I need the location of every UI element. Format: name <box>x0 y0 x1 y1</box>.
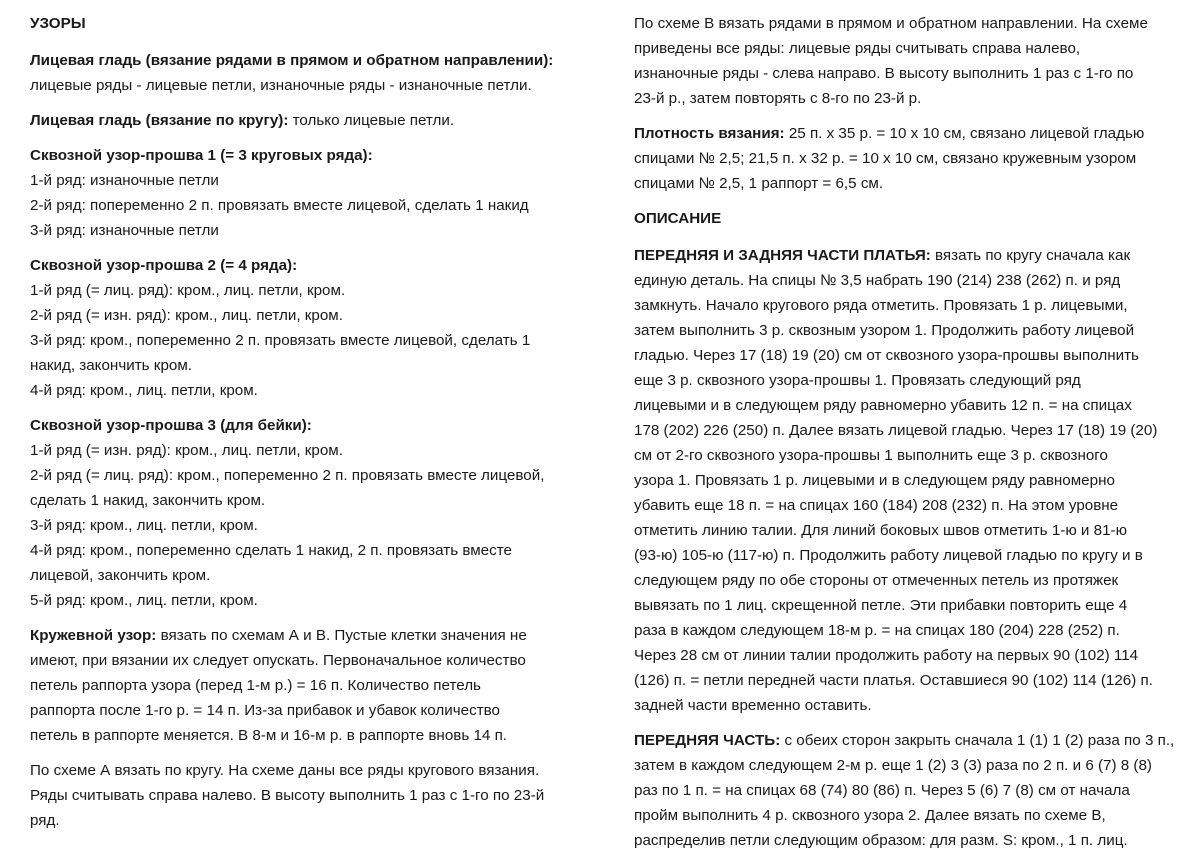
stockinette-round-title: Лицевая гладь (вязание по кругу): <box>30 112 289 129</box>
left-column <box>30 0 600 843</box>
front-back-line: (126) п. = петли передней части платья. Оставшиеся 90 (102) 114 (126) п. <box>634 672 1153 689</box>
lace-line: раппорта после 1-го р. = 14 п. Из-за прибавок и убавок количество <box>30 702 500 719</box>
eyelet-pattern-1-block <box>30 143 600 243</box>
lace-pattern-block <box>30 623 600 748</box>
front-back-line: единую деталь. На спицы № 3,5 набрать 190 (214) 238 (262) п. и ряд <box>634 272 1121 289</box>
front-back-line: узора 1. Провязать 1 р. лицевыми и в следующем ряду равномерно <box>634 472 1115 489</box>
front-back-line: убавить еще 18 п. = на спицах 160 (184) 208 (232) п. На этом уровне <box>634 497 1119 514</box>
eyelet-2-line: 1-й ряд (= лиц. ряд): кром., лиц. петли, кром. <box>30 282 346 299</box>
front-part-block <box>634 728 1186 853</box>
front-back-line: 178 (202) 226 (250) п. Далее вязать лицевой гладью. Через 17 (18) 19 (20) <box>634 422 1158 439</box>
gauge-line: спицами № 2,5, 1 раппорт = 6,5 см. <box>634 175 884 192</box>
gauge-line: спицами № 2,5; 21,5 п. х 32 р. = 10 х 10 см, связано кружевным узором <box>634 150 1137 167</box>
lace-line: петель раппорта узора (перед 1-м р.) = 16 п. Количество петель <box>30 677 481 694</box>
scheme-b-line: По схеме В вязать рядами в прямом и обратном направлении. На схеме <box>634 15 1148 32</box>
front-back-line: лицевыми и в следующем ряду равномерно убавить 12 п. = на спицах <box>634 397 1132 414</box>
front-back-line: (93-ю) 105-ю (117-ю) п. Продолжить работу лицевой гладью по кругу и в <box>634 547 1143 564</box>
front-back-line: затем выполнить 3 р. сквозным узором 1. Продолжить работу лицевой <box>634 322 1135 339</box>
front-back-line: отметить линию талии. Для линий боковых швов отметить 1-ю и 81-ю <box>634 522 1127 539</box>
front-back-line: замкнуть. Начало кругового ряда отметить. Провязать 1 р. лицевыми, <box>634 297 1128 314</box>
eyelet-2-line: накид, закончить кром. <box>30 357 193 374</box>
scheme-b-line: приведены все ряды: лицевые ряды считывать справа налево, <box>634 40 1081 57</box>
eyelet-3-line: лицевой, закончить кром. <box>30 567 211 584</box>
eyelet-3-line: сделать 1 накид, закончить кром. <box>30 492 266 509</box>
stockinette-round-text: только лицевые петли. <box>288 112 455 129</box>
gauge-text: 25 п. х 35 р. = 10 х 10 см, связано лицевой гладью <box>784 125 1145 142</box>
front-back-line: раза в каждом следующем 18-м р. = на спицах 180 (204) 228 (252) п. <box>634 622 1120 639</box>
scheme-a-line: Ряды считывать справа налево. В высоту выполнить 1 раз с 1-го по 23-й <box>30 787 545 804</box>
right-column <box>634 0 1186 863</box>
front-back-title: ПЕРЕДНЯЯ И ЗАДНЯЯ ЧАСТИ ПЛАТЬЯ: <box>634 247 931 264</box>
stockinette-round-block <box>30 108 600 133</box>
eyelet-1-row-1: 1-й ряд: изнаночные петли <box>30 172 219 189</box>
front-back-line: следующем ряду по обе стороны от отмеченных петель из протяжек <box>634 572 1119 589</box>
lace-pattern-text: вязать по схемам А и В. Пустые клетки значения не <box>156 627 527 644</box>
front-part-line: пройм выполнить 4 р. сквозного узора 2. Далее вязать по схеме В, <box>634 807 1106 824</box>
eyelet-3-line: 2-й ряд (= лиц. ряд): кром., попеременно 2 п. провязать вместе лицевой, <box>30 467 545 484</box>
front-back-line: задней части временно оставить. <box>634 697 872 714</box>
front-back-line: гладью. Через 17 (18) 19 (20) см от сквозного узора-прошвы выполнить <box>634 347 1139 364</box>
front-back-line: см от 2-го сквозного узора-прошвы 1 выполнить еще 3 р. сквозного <box>634 447 1108 464</box>
front-part-line: раз по 1 п. = на спицах 68 (74) 80 (86) п. Через 5 (6) 7 (8) см от начала <box>634 782 1130 799</box>
section-heading-patterns: УЗОРЫ <box>30 15 86 32</box>
scheme-a-line: По схеме А вязать по кругу. На схеме даны все ряды кругового вязания. <box>30 762 540 779</box>
front-part-line: распределив петли следующим образом: для разм. S: кром., 1 п. лиц. <box>634 832 1128 849</box>
lace-pattern-title: Кружевной узор: <box>30 627 157 644</box>
scheme-b-block <box>634 11 1186 111</box>
eyelet-pattern-3-block <box>30 413 600 613</box>
eyelet-3-line: 3-й ряд: кром., лиц. петли, кром. <box>30 517 258 534</box>
front-part-text: с обеих сторон закрыть сначала 1 (1) 1 (2) раза по 3 п., <box>780 732 1175 749</box>
eyelet-2-line: 4-й ряд: кром., лиц. петли, кром. <box>30 382 258 399</box>
eyelet-3-line: 1-й ряд (= изн. ряд): кром., лиц. петли, кром. <box>30 442 343 459</box>
eyelet-pattern-2-title: Сквозной узор-прошва 2 (= 4 ряда): <box>30 257 298 274</box>
stockinette-rows-text: лицевые ряды - лицевые петли, изнаночные ряды - изнаночные петли. <box>30 77 532 94</box>
eyelet-3-line: 4-й ряд: кром., попеременно сделать 1 накид, 2 п. провязать вместе <box>30 542 512 559</box>
gauge-title: Плотность вязания: <box>634 125 785 142</box>
eyelet-pattern-1-title: Сквозной узор-прошва 1 (= 3 круговых ряда): <box>30 147 373 164</box>
scheme-a-block <box>30 758 600 833</box>
scheme-a-line: ряд. <box>30 812 60 829</box>
lace-line: петель в раппорте меняется. В 8-м и 16-м р. в раппорте вновь 14 п. <box>30 727 508 744</box>
eyelet-pattern-3-title: Сквозной узор-прошва 3 (для бейки): <box>30 417 312 434</box>
eyelet-1-row-2: 2-й ряд: попеременно 2 п. провязать вместе лицевой, сделать 1 накид <box>30 197 529 214</box>
front-back-line: Через 28 см от линии талии продолжить работу на первых 90 (102) 114 <box>634 647 1139 664</box>
front-back-text: вязать по кругу сначала как <box>930 247 1131 264</box>
eyelet-pattern-2-block <box>30 253 600 403</box>
scheme-b-line: 23-й р., затем повторять с 8-го по 23-й р. <box>634 90 922 107</box>
front-part-line: затем в каждом следующем 2-м р. еще 1 (2) 3 (3) раза по 2 п. и 6 (7) 8 (8) <box>634 757 1152 774</box>
eyelet-2-line: 3-й ряд: кром., попеременно 2 п. провязать вместе лицевой, сделать 1 <box>30 332 531 349</box>
gauge-block <box>634 121 1186 196</box>
eyelet-1-row-3: 3-й ряд: изнаночные петли <box>30 222 219 239</box>
eyelet-3-line: 5-й ряд: кром., лиц. петли, кром. <box>30 592 258 609</box>
stockinette-rows-block <box>30 48 600 98</box>
eyelet-2-line: 2-й ряд (= изн. ряд): кром., лиц. петли, кром. <box>30 307 343 324</box>
stockinette-rows-title: Лицевая гладь (вязание рядами в прямом и обратном направлении): <box>30 52 554 69</box>
lace-line: имеют, при вязании их следует опускать. Первоначальное количество <box>30 652 526 669</box>
front-back-line: вывязать по 1 лиц. скрещенной петле. Эти прибавки повторить еще 4 <box>634 597 1128 614</box>
front-back-block <box>634 243 1186 718</box>
front-part-title: ПЕРЕДНЯЯ ЧАСТЬ: <box>634 732 781 749</box>
front-back-line: еще 3 р. сквозного узора-прошвы 1. Провязать следующий ряд <box>634 372 1081 389</box>
scheme-b-line: изнаночные ряды - слева направо. В высоту выполнить 1 раз с 1-го по <box>634 65 1134 82</box>
section-heading-description: ОПИСАНИЕ <box>634 210 722 227</box>
